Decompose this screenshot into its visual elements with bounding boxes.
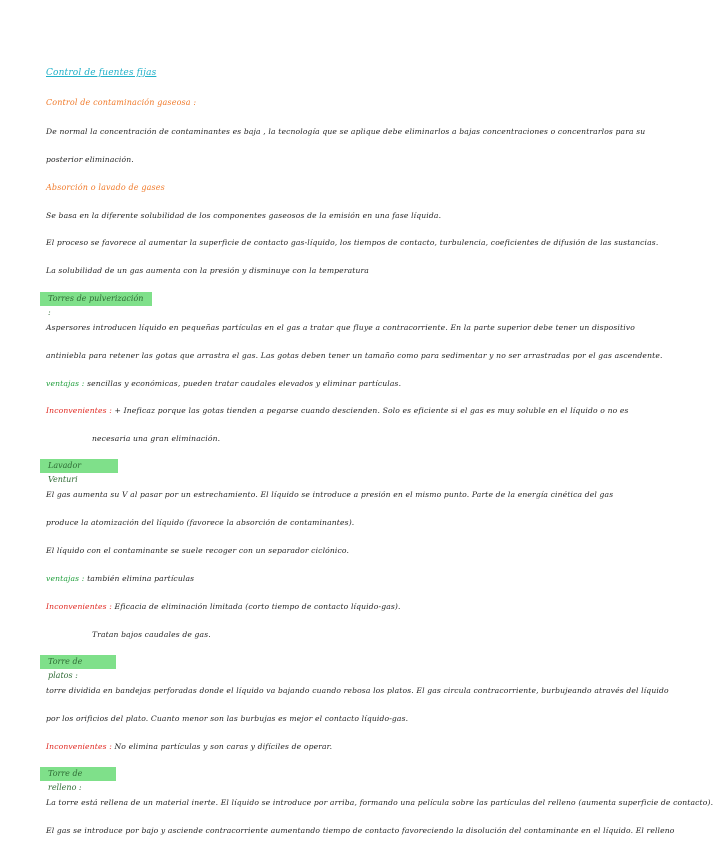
paragraph-line: De normal la concentración de contaminantes es baja , la tecnología que se aplique debe eliminarlos a bajas concentraciones o concentrarlos para su	[46, 127, 646, 136]
inconvenientes-text: No elimina partículas y son caras y difíciles de operar.	[114, 742, 333, 751]
inconvenientes-line	[46, 406, 629, 415]
inconvenientes-line	[46, 742, 579, 751]
inconvenientes-label: Inconvenientes :	[46, 742, 112, 751]
ventajas-text: sencillas y económicas, pueden tratar caudales elevados y eliminar partículas.	[87, 379, 402, 388]
paragraph-line: Aspersores introducen líquido en pequeñas partículas en el gas a tratar que fluye a contracorriente. En la parte superior debe tener un dispositivo	[46, 323, 635, 332]
highlight-torres-pulverizacion: Torres de pulverización :	[40, 292, 152, 306]
inconvenientes-line	[46, 602, 579, 611]
inconvenientes-text: + Ineficaz porque las gotas tienden a pegarse cuando descienden. Solo es eficiente si el gas es muy soluble en el líquido o no es	[114, 406, 629, 415]
inconvenientes-label: Inconvenientes :	[46, 406, 112, 415]
paragraph-line: El gas aumenta su V al pasar por un estrechamiento. El líquido se introduce a presión en el mismo punto. Parte de la energía cinética del gas	[46, 490, 614, 499]
ventajas-line	[46, 379, 579, 388]
paragraph-line: produce la atomización del líquido (favorece la absorción de contaminantes).	[46, 518, 355, 527]
paragraph-line: El proceso se favorece al aumentar la superficie de contacto gas-líquido, los tiempos de contacto, turbulencia, coeficientes de difusión de las sustancias.	[46, 238, 659, 247]
paragraph-line: antiniebla para retener las gotas que arrastra el gas. Las gotas deben tener un tamaño como para sedimentar y no ser arrastradas por el gas ascendente.	[46, 351, 663, 360]
paragraph-line: Se basa en la diferente solubilidad de los componentes gaseosos de la emisión en una fase líquida.	[46, 211, 442, 220]
inconvenientes-label: Inconvenientes :	[46, 602, 112, 611]
ventajas-text: también elimina partículas	[87, 574, 195, 583]
paragraph-line: Tratan bajos caudales de gas.	[92, 630, 211, 639]
ventajas-line	[46, 574, 579, 583]
ventajas-label: ventajas :	[46, 379, 85, 388]
paragraph-line: La solubilidad de un gas aumenta con la presión y disminuye con la temperatura	[46, 266, 369, 275]
ventajas-label: ventajas :	[46, 574, 85, 583]
section-heading-gas: Control de contaminación gaseosa :	[46, 98, 197, 107]
highlight-torre-relleno: Torre de relleno :	[40, 767, 116, 781]
page-title: Control de fuentes fijas	[46, 68, 157, 78]
paragraph-line: por los orificios del plato. Cuanto menor son las burbujas es mejor el contacto líquido-gas.	[46, 714, 409, 723]
paragraph-line: posterior eliminación.	[46, 155, 134, 164]
paragraph-line: necesaria una gran eliminación.	[92, 434, 221, 443]
paragraph-line: La torre está rellena de un material inerte. El líquido se introduce por arriba, formando una película sobre las partículas del relleno (aumenta superficie de contacto).	[46, 798, 713, 807]
section-heading-absorcion: Absorción o lavado de gases	[46, 183, 165, 192]
paragraph-line: torre dividida en bandejas perforadas donde el líquido va bajando cuando rebosa los platos. El gas circula contracorriente, burbujeando através del líquido	[46, 686, 669, 695]
inconvenientes-text: Eficacia de eliminación limitada (corto tiempo de contacto líquido-gas).	[114, 602, 401, 611]
paragraph-line: El gas se introduce por bajo y asciende contracorriente aumentando tiempo de contacto favoreciendo la disolución del contaminante en el líquido. El relleno	[46, 826, 675, 835]
highlight-torre-platos: Torre de platos :	[40, 655, 116, 669]
highlight-lavador-venturi: Lavador Venturi	[40, 459, 118, 473]
paragraph-line: El líquido con el contaminante se suele recoger con un separador ciclónico.	[46, 546, 350, 555]
